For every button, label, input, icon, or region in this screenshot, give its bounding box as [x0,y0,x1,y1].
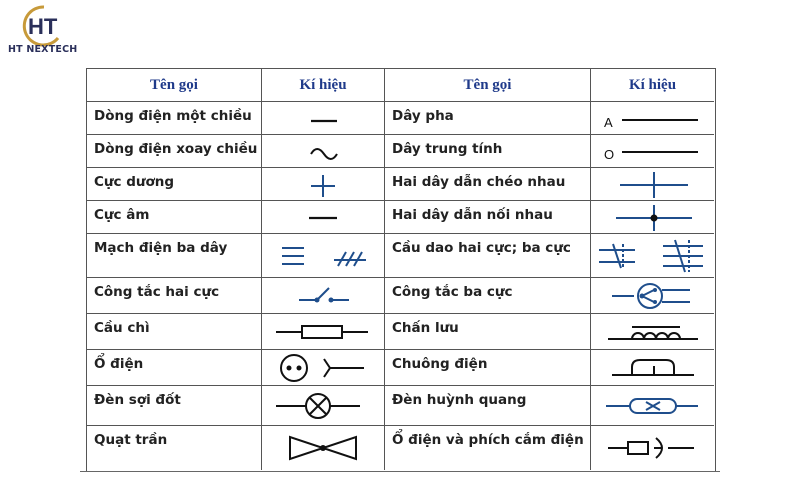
table-row [87,314,714,350]
row-name: Mạch điện ba dây [94,240,228,256]
ballast-symbol-icon [591,314,714,349]
fuse-symbol-icon [262,314,384,349]
row-name: Cực âm [94,207,150,223]
ceiling-fan-symbol-icon [262,426,384,470]
neutral-wire-symbol-icon [591,135,714,167]
row-name: Chấn lưu [392,320,459,336]
ht-logo-icon [14,4,70,48]
electric-bell-symbol-icon [591,350,714,385]
brand-name: HT NEXTECH [8,44,78,55]
table-row [87,350,714,386]
two-three-pole-switch-symbol-icon [591,234,714,277]
three-pole-switch-symbol-icon [591,278,714,313]
row-name: Ổ điện và phích cắm điện [392,432,584,448]
row-name: Công tắc ba cực [392,284,513,300]
table-row [87,278,714,314]
divider-line [80,471,720,472]
symbols-table [86,68,716,472]
header-name-1: Tên gọi [150,76,198,93]
row-name: Quạt trần [94,432,168,448]
table-header-row [87,69,714,102]
svg-text:A: A [603,115,613,130]
two-pole-switch-symbol-icon [262,278,384,313]
row-name: Chuông điện [392,356,488,372]
incandescent-lamp-symbol-icon [262,386,384,425]
joined-wires-symbol-icon [591,201,714,233]
table-row [87,102,714,135]
row-name: Hai dây dẫn nối nhau [392,207,553,223]
three-wire-circuit-symbol-icon [262,234,384,277]
phase-wire-symbol-icon [591,102,714,134]
crossing-wires-symbol-icon [591,168,714,200]
row-name: Ổ điện [94,356,144,372]
ac-current-symbol-icon [262,135,384,167]
row-name: Dây trung tính [392,141,503,157]
row-name: Đèn huỳnh quang [392,392,527,408]
row-name: Dây pha [392,108,454,124]
row-name: Hai dây dẫn chéo nhau [392,174,566,190]
table-row [87,386,714,426]
fluorescent-lamp-symbol-icon [591,386,714,425]
positive-pole-symbol-icon [262,168,384,200]
brand-logo [8,4,78,62]
row-name: Cầu dao hai cực; ba cực [392,240,571,256]
row-name: Dòng điện xoay chiều [94,141,258,157]
table-row [87,426,714,470]
row-name: Đèn sợi đốt [94,392,181,408]
row-name: Dòng điện một chiều [94,108,252,124]
header-symbol-2: Kí hiệu [628,76,677,93]
row-name: Cực dương [94,174,175,190]
table-row [87,168,714,201]
logo-letters: HT [28,14,58,39]
dc-current-symbol-icon [262,102,384,134]
socket-and-plug-symbol-icon [591,426,714,470]
header-name-2: Tên gọi [463,76,512,93]
negative-pole-symbol-icon [262,201,384,233]
header-symbol-1: Kí hiệu [299,76,347,93]
row-name: Cầu chì [94,320,150,336]
row-name: Công tắc hai cực [94,284,220,300]
socket-symbol-icon [262,350,384,385]
table-row [87,201,714,234]
svg-text:O: O [603,147,614,162]
table-row [87,234,714,278]
table-row [87,135,714,168]
